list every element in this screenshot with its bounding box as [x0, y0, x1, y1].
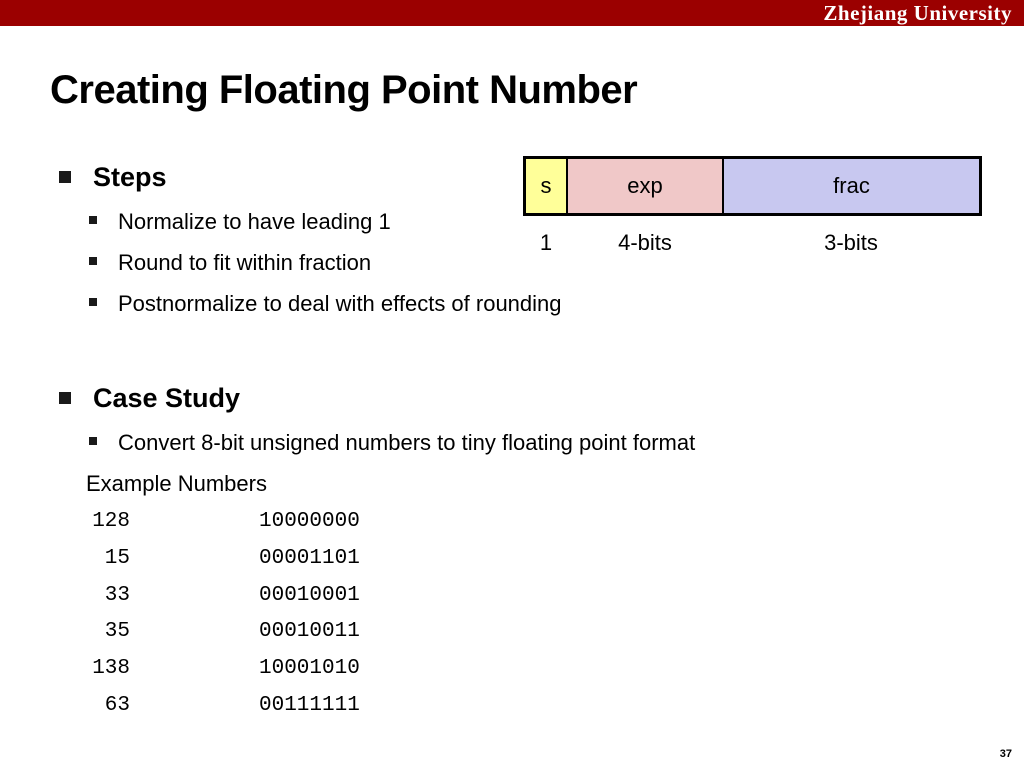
step-item-text: Normalize to have leading 1: [118, 209, 391, 234]
step-item: [118, 291, 562, 317]
example-binary: 00111111: [259, 694, 360, 717]
slide-title: Creating Floating Point Number: [50, 68, 638, 112]
step-item-text: Round to fit within fraction: [118, 250, 372, 275]
page-number: 37: [999, 748, 1012, 760]
step-item: [118, 250, 371, 276]
case-study-heading-text: Case Study: [93, 383, 241, 413]
frac-width-label: 3-bits: [824, 230, 878, 255]
example-numbers-label: Example Numbers: [86, 471, 267, 496]
square-bullet-icon: [89, 298, 97, 306]
step-item-text: Postnormalize to deal with effects of rounding: [118, 291, 562, 316]
sign-width-label: 1: [539, 230, 553, 255]
example-binary: 10001010: [259, 657, 360, 680]
example-binary: 00010011: [259, 620, 360, 643]
example-decimal: 138: [92, 657, 130, 680]
step-item: [118, 209, 391, 235]
case-study-heading: [93, 383, 240, 414]
example-decimal: 63: [104, 694, 130, 717]
square-bullet-icon: [59, 171, 71, 183]
square-bullet-icon: [89, 437, 97, 445]
square-bullet-icon: [59, 392, 71, 404]
example-binary: 10000000: [259, 510, 360, 533]
sign-field: s: [526, 159, 568, 213]
steps-heading: [93, 162, 167, 193]
square-bullet-icon: [89, 257, 97, 265]
example-decimal: 128: [92, 510, 130, 533]
example-decimal: 33: [104, 584, 130, 607]
exp-width-label: 4-bits: [618, 230, 672, 255]
case-study-item: [118, 430, 695, 456]
university-name: Zhejiang University: [823, 1, 1012, 25]
float-format-diagram: [523, 156, 982, 216]
square-bullet-icon: [89, 216, 97, 224]
exp-field: exp: [568, 159, 724, 213]
example-binary: 00001101: [259, 547, 360, 570]
example-decimal: 15: [104, 547, 130, 570]
header-bar: [0, 0, 1024, 26]
steps-heading-text: Steps: [93, 162, 167, 192]
frac-field: frac: [724, 159, 979, 213]
case-study-item-text: Convert 8-bit unsigned numbers to tiny floating point format: [118, 430, 696, 455]
example-decimal: 35: [104, 620, 130, 643]
example-binary: 00010001: [259, 584, 360, 607]
